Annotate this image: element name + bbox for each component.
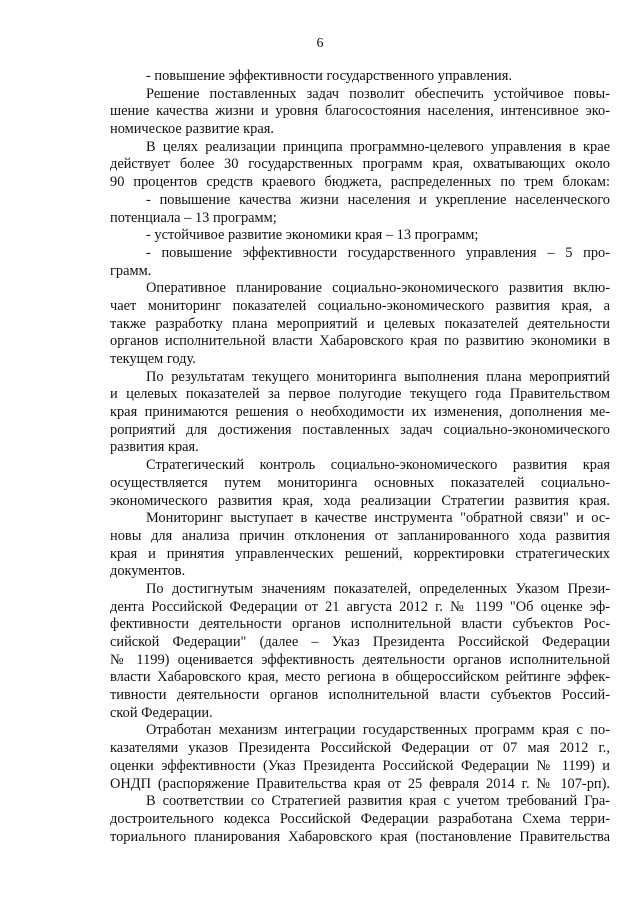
text-line: - повышение качества жизни населения и укрепление населенческого bbox=[146, 191, 610, 208]
text-line: шение качества жизни и уровня благосостояния населения, интенсивное эко- bbox=[110, 103, 610, 120]
text-line: - повышение эффективности государственного управления – 5 про- bbox=[146, 244, 610, 261]
text-line: новы для анализа причин отклонения от запланированного хода развития bbox=[110, 527, 610, 544]
text-line: органов исполнительной власти Хабаровского края по развитию экономики в bbox=[110, 333, 610, 350]
text-line: - устойчивое развитие экономики края – 13 программ; bbox=[146, 227, 479, 244]
page-number: 6 bbox=[316, 36, 324, 51]
text-line: Оперативное планирование социально-экономического развития вклю- bbox=[146, 280, 610, 297]
text-line: 90 процентов средств краевого бюджета, распределенных по трем блокам: bbox=[110, 174, 610, 191]
text-line: ской Федерации. bbox=[110, 704, 213, 721]
text-line: оценки эффективности (Указ Президента Российской Федерации № 1199) и bbox=[110, 757, 610, 774]
document-body bbox=[110, 68, 610, 846]
text-line: грамм. bbox=[110, 262, 152, 279]
text-line: сийской Федерации" (далее – Указ Президента Российской Федерации bbox=[110, 634, 610, 650]
text-line: казателями указов Президента Российской Федерации от 07 мая 2012 г., bbox=[110, 740, 610, 757]
text-line: Мониторинг выступает в качестве инструмента "обратной связи" и ос- bbox=[146, 510, 610, 527]
text-line: По достигнутым значениям показателей, определенных Указом Прези- bbox=[146, 580, 610, 597]
text-line: номическое развитие края. bbox=[110, 121, 274, 138]
text-line: осуществляется путем мониторинга основных показателей социально- bbox=[110, 474, 610, 491]
text-line: чает мониторинг показателей социально-экономического развития края, а bbox=[110, 297, 610, 314]
text-line: - повышение эффективности государственного управления. bbox=[146, 68, 512, 84]
text-line: текущем году. bbox=[110, 351, 196, 367]
text-line: экономического развития края, хода реализации Стратегии развития края. bbox=[110, 492, 610, 509]
text-line: края и принятия управленческих решений, корректировки стратегических bbox=[110, 545, 610, 562]
text-line: роприятий для достижения поставленных задач социально-экономического bbox=[110, 421, 610, 438]
text-line: ториального планирования Хабаровского края (постановление Правительства bbox=[110, 828, 610, 845]
text-line: дента Российской Федерации от 21 августа 2012 г. № 1199 "Об оценке эф- bbox=[110, 598, 610, 615]
text-line: действует более 30 государственных программ края, охватывающих около bbox=[110, 156, 610, 173]
text-line: ОНДП (распоряжение Правительства края от 25 февраля 2014 г. № 107-рп). bbox=[110, 775, 610, 792]
text-line: потенциала – 13 программ; bbox=[110, 209, 277, 226]
text-line: № 1199) оценивается эффективность деятельности органов исполнительной bbox=[110, 651, 610, 668]
text-line: также разработку плана мероприятий и целевых показателей деятельности bbox=[110, 315, 610, 332]
text-line: документов. bbox=[110, 563, 186, 580]
text-line: и целевых показателей за первое полугодие текущего года Правительством bbox=[110, 386, 610, 403]
text-line: достроительного кодекса Российской Федерации разработана Схема терри- bbox=[110, 810, 610, 827]
text-line: тивности деятельности органов исполнительной власти субъектов Россий- bbox=[110, 687, 610, 704]
text-line: В целях реализации принципа программно-целевого управления в крае bbox=[146, 138, 610, 155]
text-line: По результатам текущего мониторинга выполнения плана мероприятий bbox=[146, 368, 610, 385]
text-line: Решение поставленных задач позволит обеспечить устойчивое повы- bbox=[146, 85, 610, 102]
text-line: фективности деятельности органов исполнительной власти субъектов Рос- bbox=[110, 616, 610, 633]
text-line: Стратегический контроль социально-экономического развития края bbox=[146, 457, 610, 474]
text-line: власти Хабаровского края, место региона в общероссийском рейтинге эффек- bbox=[110, 669, 610, 686]
text-line: В соответствии со Стратегией развития края с учетом требований Гра- bbox=[146, 793, 610, 810]
text-line: развития края. bbox=[110, 439, 199, 456]
text-line: Отработан механизм интеграции государственных программ края с по- bbox=[146, 722, 610, 739]
text-line: края принимаются решения о необходимости их изменения, дополнения ме- bbox=[110, 404, 610, 421]
